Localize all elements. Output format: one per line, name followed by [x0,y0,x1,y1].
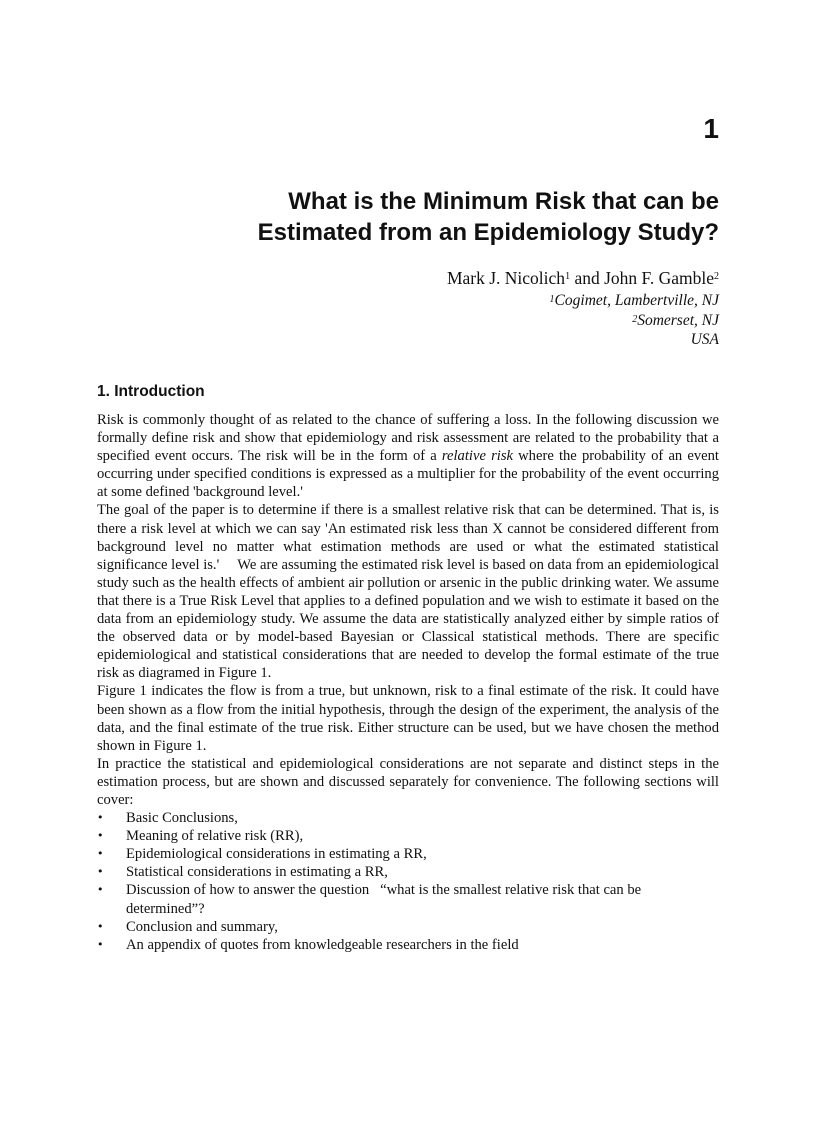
author-1-superscript: 1 [565,271,571,282]
bullet-icon: • [97,811,104,825]
bullet-item [97,809,719,827]
author-2-name: and John F. Gamble [570,268,714,288]
author-2-superscript: 2 [714,271,719,282]
affiliation-2-superscript: 2 [632,314,638,325]
affiliation-2-text: Somerset, NJ [637,312,719,329]
affiliation-1 [550,292,719,310]
affiliation-1-text: Cogimet, Lambertville, NJ [554,292,719,309]
bullet-icon: • [97,919,104,933]
bullet-icon: • [97,847,104,861]
bullet-text: Discussion of how to answer the question “what is the smallest relative risk that can be determined”? [126,882,642,917]
paragraph-4: In practice the statistical and epidemiological considerations are not separate and distinct steps in the estimation process, but are shown and discussed separately for convenience. The following sections will cover: [97,755,719,808]
bullet-text: Meaning of relative risk (RR), [126,828,304,845]
affiliation-country: USA [690,331,719,348]
section-heading-introduction: 1. Introduction [97,383,205,400]
bullet-item [97,845,719,863]
bullet-item [97,936,719,954]
relative-risk-italic: relative risk [441,448,513,465]
affiliation-1-superscript: 1 [549,294,555,305]
body-text [97,411,719,954]
title-line-1: What is the Minimum Risk that can be [288,188,719,215]
bullet-item [97,827,719,845]
bullet-icon: • [97,883,104,897]
bullet-icon: • [97,865,104,879]
paragraph-1 [97,411,719,501]
bullet-item [97,881,719,917]
paragraph-2: The goal of the paper is to determine if there is a smallest relative risk that can be determined. That is, is there a risk level at which we can say 'An estimated risk less than X cannot be considered different from background level no matter what estimation methods are used or what the estimated statistical significance level is.' We are assuming the estimated risk level is based on data from an epidemiological study such as the health effects of ambient air pollution or arsenic in the public drinking water. We assume that there is a True Risk Level that applies to a defined population and we wish to estimate it based on the data from an epidemiology study. We assume the data are statistically analyzed either by simple ratios of the observed data or by model-based Bayesian or Classical statistical methods. There are specific epidemiological and statistical considerations that are needed to develop the formal estimate of the true risk as diagramed in Figure 1. [97,502,719,682]
bullet-text: Conclusion and summary, [126,918,278,935]
affiliation-2 [632,312,719,330]
bullet-list [97,809,719,954]
bullet-icon: • [97,829,104,843]
bullet-text: Epidemiological considerations in estimating a RR, [126,846,427,863]
bullet-text: Statistical considerations in estimating a RR, [126,864,388,881]
chapter-title [159,186,719,248]
chapter-number: 1 [703,113,719,144]
paragraph-1-end: where the probability of an event occurring under specified conditions is expressed as a multiplier for the probability of the event occurring at some defined 'background level.' [97,448,719,501]
author-line [447,268,719,288]
bullet-text: An appendix of quotes from knowledgeable researchers in the field [126,936,519,953]
bullet-item [97,863,719,881]
bullet-item [97,918,719,936]
paragraph-3: Figure 1 indicates the flow is from a true, but unknown, risk to a final estimate of the risk. It could have been shown as a flow from the initial hypothesis, through the design of the experiment, the analysis of the data, and the final estimate of the true risk. Either structure can be used, but we have chosen the method shown in Figure 1. [97,683,719,754]
bullet-text: Basic Conclusions, [126,810,238,827]
paragraph-1-start: Risk is commonly thought of as related to the chance of suffering a loss. In the following discussion we formally define risk and show that epidemiology and risk assessment are related to the probability that a specified event occurs. The risk will be in the form of a [97,412,719,465]
author-1-name: Mark J. Nicolich [446,268,566,288]
bullet-icon: • [97,937,104,951]
title-line-2: Estimated from an Epidemiology Study? [257,219,719,246]
